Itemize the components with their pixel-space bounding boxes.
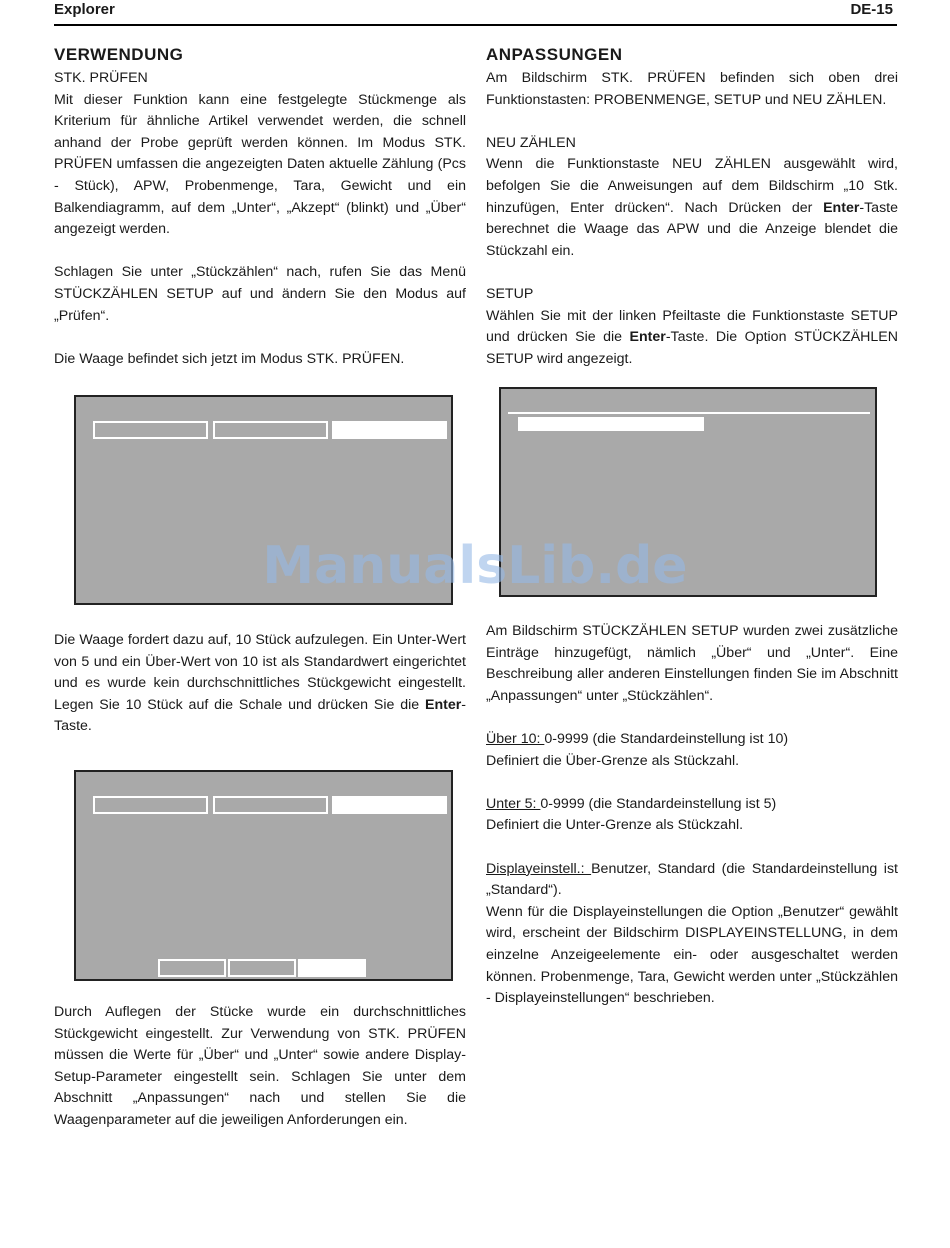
entry-displayeinstellung: Displayeinstell.: Benutzer, Standard (die Standardeinstellung ist „Standard“). Wenn für die Displayeinstellungen die Option „Benutzer“ gewählt wird, erscheint der Bildschirm DISPLAYEINSTELLUNG, in dem einzelne Anzeigeelemente ein- oder ausgeschaltet werden können. Probenmenge, Tara, Gewicht werden unter „Stückzählen - Displayeinstellungen“ beschrieben. — [486, 860, 898, 1007]
bar-graph-segment-over — [298, 959, 366, 977]
watermark: ManualsLib.de — [262, 536, 688, 596]
softkey-1 — [93, 421, 208, 439]
left-column-middle — [54, 630, 466, 738]
paragraph-setup-instructions: Schlagen Sie unter „Stückzählen“ nach, rufen Sie das Menü STÜCKZÄHLEN SETUP auf und ändern Sie den Modus auf „Prüfen“. — [54, 264, 466, 324]
softkey-3-selected — [332, 421, 447, 439]
paragraph-apw-set: Durch Auflegen der Stücke wurde ein durchschnittliches Stückgewicht eingestellt. Zur Verwendung von STK. PRÜFEN müssen die Werte für „Über“ und „Unter“ sowie andere Display-Setup-Parameter eingestellt sein. Schlagen Sie unter dem Abschnitt „Anpassungen“ nach und stellen Sie die Waagenparameter auf die jeweiligen Anforderungen ein. — [54, 1004, 466, 1128]
entry-unter: Unter 5: 0-9999 (die Standardeinstellung ist 5) Definiert die Unter-Grenze als Stückzahl. — [486, 795, 777, 834]
softkey-2 — [213, 796, 328, 814]
right-column — [486, 44, 898, 370]
softkey-2 — [213, 421, 328, 439]
softkey-1 — [93, 796, 208, 814]
header-manual-name: Explorer — [54, 1, 115, 18]
right-column-bottom — [486, 621, 898, 1010]
paragraph-intro: Mit dieser Funktion kann eine festgelegte Stückmenge als Kriterium für ähnliche Artikel verwendet werden, die schnell anhand der Probe geprüft werden können. Im Modus STK. PRÜFEN umfassen die angezeigten Daten aktuelle Zählung (Pcs - Stück), APW, Probenmenge, Tara, Gewicht und ein Balkendiagramm, auf dem „Unter“, „Akzept“ (blinkt) und „Über“ angezeigt werden. — [54, 91, 466, 238]
entry-ueber: Über 10: 0-9999 (die Standardeinstellung ist 10) Definiert die Über-Grenze als Stückzahl. — [486, 730, 789, 769]
paragraph-softkeys: Am Bildschirm STK. PRÜFEN befinden sich oben drei Funktionstasten: PROBENMENGE, SETUP und NEU ZÄHLEN. — [486, 70, 898, 108]
display-screen-after-sample — [74, 770, 453, 981]
section-title-anpassungen: ANPASSUNGEN — [486, 45, 623, 64]
paragraph-setup-entries: Am Bildschirm STÜCKZÄHLEN SETUP wurden zwei zusätzliche Einträge hinzugefügt, nämlich „Über“ und „Unter“. Eine Beschreibung aller anderen Einstellungen finden Sie im Abschnitt „Anpassungen“ unter „Stückzählen“. — [486, 623, 898, 704]
left-column — [54, 44, 466, 370]
paragraph-mode-active: Die Waage befindet sich jetzt im Modus STK. PRÜFEN. — [54, 350, 405, 367]
bar-graph-segment-under — [158, 959, 226, 977]
paragraph-setup: Wählen Sie mit der linken Pfeiltaste die Funktionstaste SETUP und drücken Sie die Enter-Taste. Die Option STÜCKZÄHLEN SETUP wird angezeigt. — [486, 307, 898, 367]
bar-graph-segment-accept — [228, 959, 296, 977]
left-column-bottom — [54, 1002, 466, 1132]
section-title-verwendung: VERWENDUNG — [54, 45, 184, 64]
menu-title-divider — [508, 412, 870, 414]
softkey-3-selected — [332, 796, 447, 814]
paragraph-sample-prompt: Die Waage fordert dazu auf, 10 Stück aufzulegen. Ein Unter-Wert von 5 und ein Über-Wert von 10 ist als Standardwert eingerichtet und es wurde kein durchschnittliches Stückgewicht eingestellt. Legen Sie 10 Stück auf die Schale und drücken Sie die Enter-Taste. — [54, 632, 466, 735]
subheading-setup: SETUP — [486, 285, 534, 302]
subheading-neu-zaehlen: NEU ZÄHLEN — [486, 134, 576, 151]
header-page-number: DE-15 — [850, 1, 893, 18]
page-header — [54, 0, 897, 26]
subheading-stk-pruefen: STK. PRÜFEN — [54, 70, 148, 86]
paragraph-neu-zaehlen: Wenn die Funktionstaste NEU ZÄHLEN ausgewählt wird, befolgen Sie die Anweisungen auf dem Bildschirm „10 Stk. hinzufügen, Enter drücken“. Nach Drücken der Enter-Taste berechnet die Waage das APW und die Anzeige blendet die Stückzahl ein. — [486, 156, 898, 259]
menu-item-highlight — [518, 417, 704, 431]
